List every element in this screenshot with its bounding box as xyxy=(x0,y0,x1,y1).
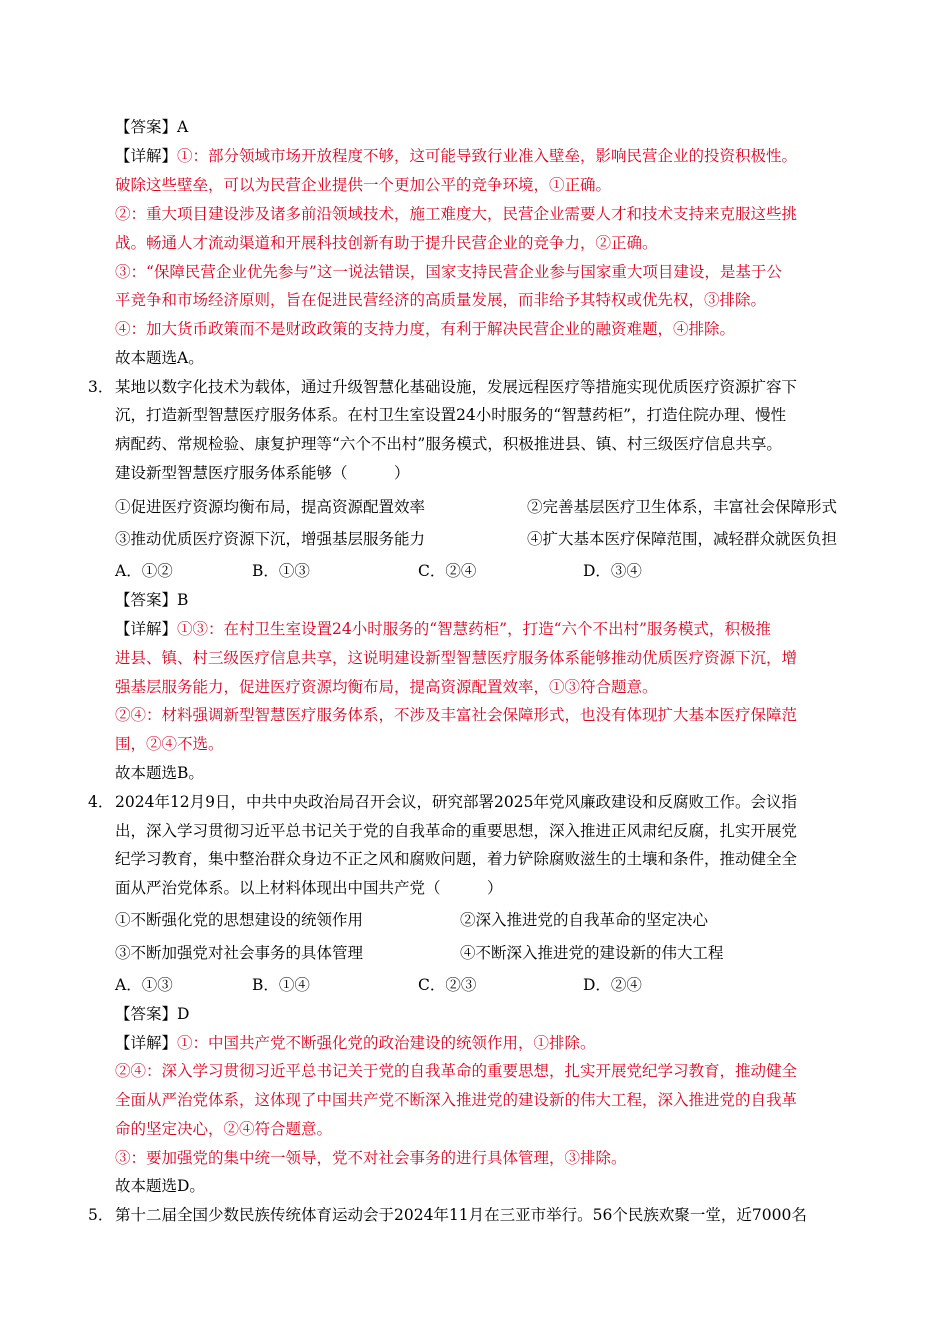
option-1: ①不断强化党的思想建设的统领作用 xyxy=(115,911,364,929)
choice-b: B．①③ xyxy=(252,562,310,580)
question-stem: 2024年12月9日，中共中央政治局召开会议，研究部署2025年党风廉政建设和反腐败工作。会议指 xyxy=(115,793,797,811)
question-stem: 出，深入学习贯彻习近平总书记关于党的自我革命的重要思想，深入推进正风肃纪反腐，扎实开展党 xyxy=(115,822,798,840)
detail-label: 【详解】 xyxy=(115,620,178,638)
conclusion: 故本题选B。 xyxy=(115,764,204,782)
detail-line xyxy=(115,146,797,166)
choice-c: C．②④ xyxy=(418,562,477,580)
detail-text: 破除这些壁垒，可以为民营企业提供一个更加公平的竞争环境，①正确。 xyxy=(115,176,612,194)
question-number: 4． xyxy=(88,793,114,811)
detail-label: 【详解】 xyxy=(115,147,178,165)
question-stem: 面从严治党体系。以上材料体现出中国共产党（ ） xyxy=(115,879,503,897)
detail-text: ①：中国共产党不断强化党的政治建设的统领作用，①排除。 xyxy=(177,1034,596,1052)
question-stem: 某地以数字化技术为载体，通过升级智慧化基础设施，发展远程医疗等措施实现优质医疗资源扩容下 xyxy=(115,378,798,396)
detail-text: 命的坚定决心，②④符合题意。 xyxy=(115,1120,333,1138)
detail-label: 【详解】 xyxy=(115,1034,178,1052)
detail-text: 战。畅通人才流动渠道和开展科技创新有助于提升民营企业的竞争力，②正确。 xyxy=(115,234,658,252)
detail-text: ②④：深入学习贯彻习近平总书记关于党的自我革命的重要思想，扎实开展党纪学习教育，推动健全 xyxy=(115,1062,798,1080)
detail-text: ①：部分领域市场开放程度不够，这可能导致行业准入壁垒，影响民营企业的投资积极性。 xyxy=(177,147,798,165)
answer-value: A xyxy=(177,118,189,136)
answer-value: D xyxy=(177,1005,190,1023)
detail-line xyxy=(115,619,771,639)
option-3: ③不断加强党对社会事务的具体管理 xyxy=(115,944,364,962)
conclusion: 故本题选D。 xyxy=(115,1177,205,1195)
answer-value: B xyxy=(177,591,189,609)
choice-c: C．②③ xyxy=(418,976,477,994)
question-stem: 沉，打造新型智慧医疗服务体系。在村卫生室设置24小时服务的“智慧药柜”，打造住院办理、慢性 xyxy=(115,406,787,424)
detail-text: 平竞争和市场经济原则，旨在促进民营经济的高质量发展，而非给予其特权或优先权，③排除。 xyxy=(115,291,767,309)
option-4: ④不断深入推进党的建设新的伟大工程 xyxy=(460,944,724,962)
option-2: ②深入推进党的自我革命的坚定决心 xyxy=(460,911,709,929)
choice-b: B．①④ xyxy=(252,976,310,994)
answer-line xyxy=(115,117,188,137)
question-number: 5． xyxy=(88,1206,114,1224)
detail-text: ①③：在村卫生室设置24小时服务的“智慧药柜”，打造“六个不出村”服务模式，积极推 xyxy=(177,620,771,638)
option-2: ②完善基层医疗卫生体系，丰富社会保障形式 xyxy=(527,498,838,516)
option-4: ④扩大基本医疗保障范围，减轻群众就医负担 xyxy=(527,530,838,548)
detail-text: 全面从严治党体系，这体现了中国共产党不断深入推进党的建设新的伟大工程，深入推进党的自我革 xyxy=(115,1091,798,1109)
question-stem: 纪学习教育，集中整治群众身边不正之风和腐败问题，着力铲除腐败滋生的土壤和条件，推动健全全 xyxy=(115,850,798,868)
answer-label: 【答案】 xyxy=(115,1005,178,1023)
question-stem: 病配药、常规检验、康复护理等“六个不出村”服务模式，积极推进县、镇、村三级医疗信息共享。 xyxy=(115,435,782,453)
detail-text: ③：“保障民营企业优先参与”这一说法错误，国家支持民营企业参与国家重大项目建设，是基于公 xyxy=(115,263,782,281)
choice-a: A．①② xyxy=(115,562,173,580)
answer-label: 【答案】 xyxy=(115,118,178,136)
answer-label: 【答案】 xyxy=(115,591,178,609)
answer-line xyxy=(115,1004,189,1024)
option-3: ③推动优质医疗资源下沉，增强基层服务能力 xyxy=(115,530,426,548)
detail-text: ②：重大项目建设涉及诸多前沿领域技术，施工难度大，民营企业需要人才和技术支持来克服这些挑 xyxy=(115,205,798,223)
choice-d: D．③④ xyxy=(583,562,642,580)
question-number: 3． xyxy=(88,378,114,396)
detail-line xyxy=(115,1033,596,1053)
choice-a: A．①③ xyxy=(115,976,173,994)
detail-text: 进县、镇、村三级医疗信息共享，这说明建设新型智慧医疗服务体系能够推动优质医疗资源下沉，增 xyxy=(115,649,798,667)
choice-d: D．②④ xyxy=(583,976,642,994)
detail-text: 强基层服务能力，促进医疗资源均衡布局，提高资源配置效率，①③符合题意。 xyxy=(115,678,658,696)
question-stem: 第十二届全国少数民族传统体育运动会于2024年11月在三亚市举行。56个民族欢聚一堂，近7000名 xyxy=(115,1206,807,1224)
question-stem: 建设新型智慧医疗服务体系能够（ ） xyxy=(115,464,410,482)
detail-text: ②④：材料强调新型智慧医疗服务体系，不涉及丰富社会保障形式，也没有体现扩大基本医疗保障范 xyxy=(115,706,798,724)
option-1: ①促进医疗资源均衡布局，提高资源配置效率 xyxy=(115,498,426,516)
conclusion: 故本题选A。 xyxy=(115,349,204,367)
answer-line xyxy=(115,590,188,610)
detail-text: ④：加大货币政策而不是财政政策的支持力度，有利于解决民营企业的融资难题，④排除。 xyxy=(115,320,736,338)
detail-text: ③：要加强党的集中统一领导，党不对社会事务的进行具体管理，③排除。 xyxy=(115,1149,627,1167)
detail-text: 围，②④不选。 xyxy=(115,735,224,753)
